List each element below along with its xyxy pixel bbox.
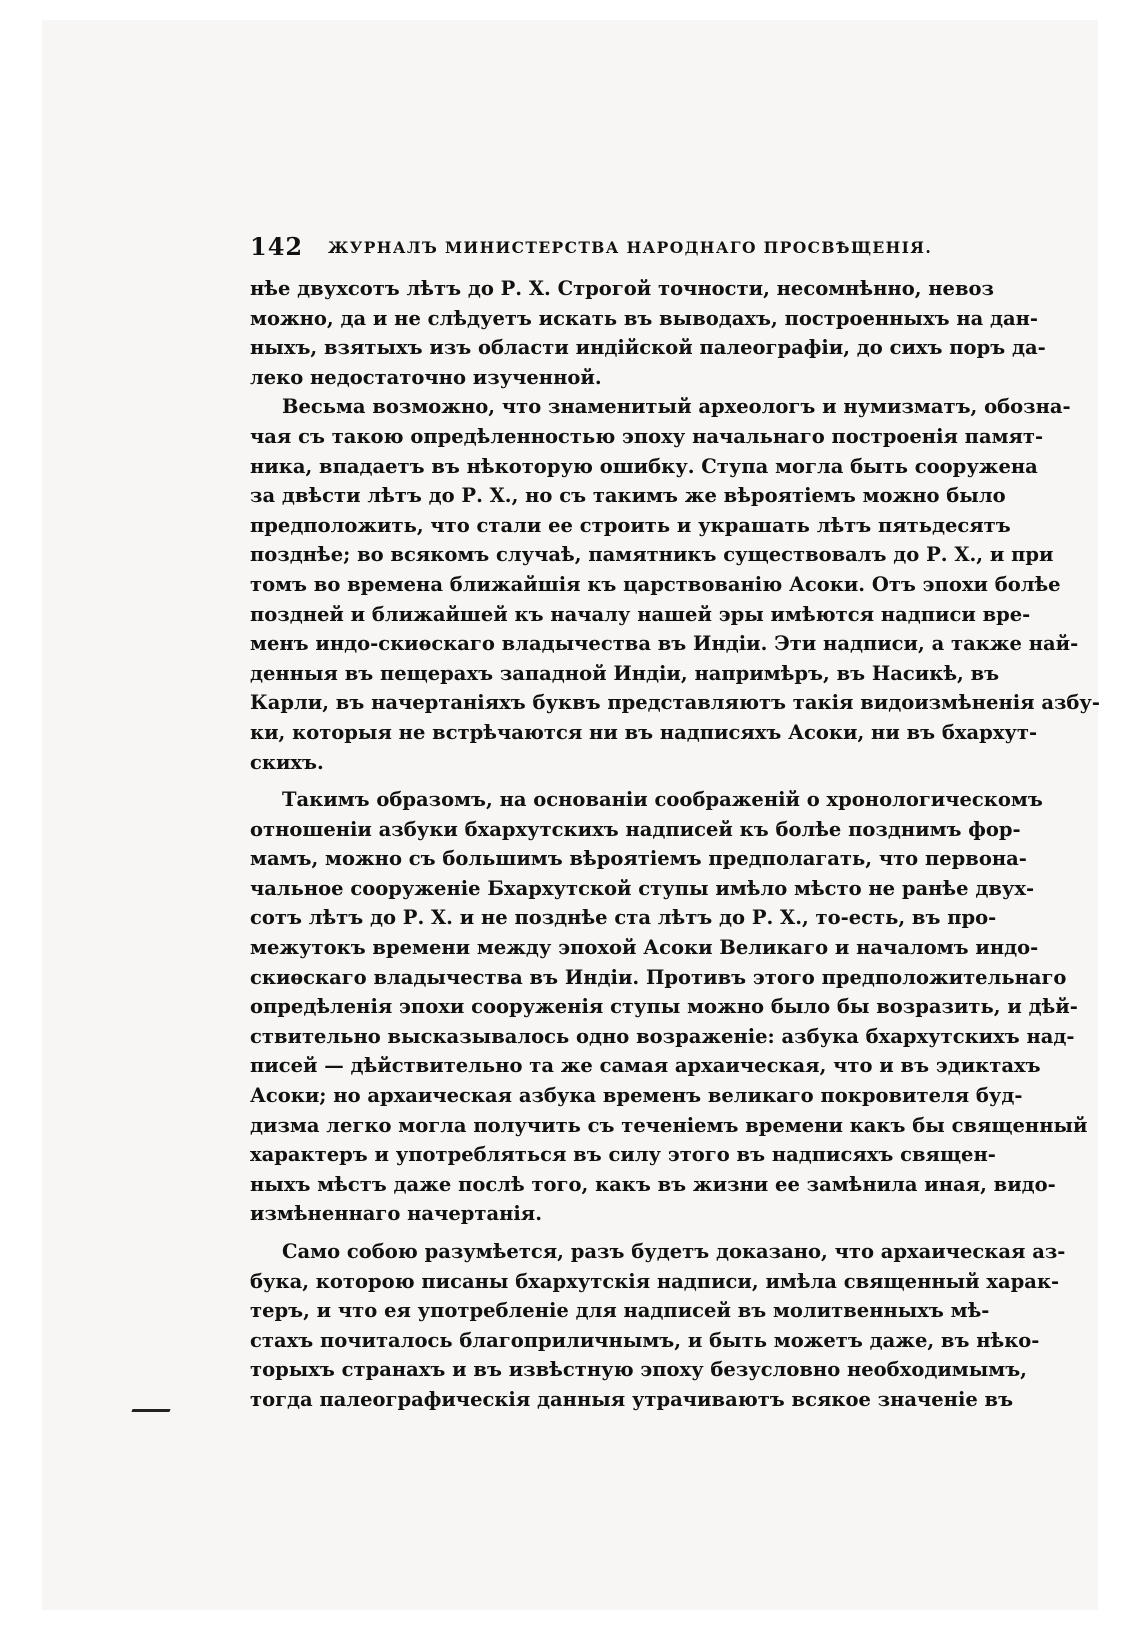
text-line: леко недостаточно изученной. bbox=[250, 365, 602, 389]
text-line: скиѳскаго владычества въ Индіи. Противъ этого предположительнаго bbox=[250, 965, 1067, 989]
text-line: можно, да и не слѣдуетъ искать въ выводахъ, построенныхъ на дан- bbox=[250, 306, 1039, 330]
paragraph-4 bbox=[250, 1237, 1066, 1415]
paragraph-1 bbox=[250, 274, 1046, 392]
text-line: Само собою разумѣется, разъ будетъ доказано, что архаическая аз- bbox=[282, 1240, 1066, 1263]
text-line: нѣе двухсотъ лѣтъ до Р. Х. Строгой точности, несомнѣнно, невоз bbox=[250, 277, 994, 300]
text-line: поздней и ближайшей къ началу нашей эры имѣются надписи вре- bbox=[250, 602, 1031, 626]
text-line: за двѣсти лѣтъ до Р. Х., но съ такимъ же вѣроятіемъ можно было bbox=[250, 484, 1006, 508]
text-line: опредѣленія эпохи сооруженія ступы можно было бы возразить, и дѣй- bbox=[250, 995, 1078, 1019]
text-line: томъ во времена ближайшія къ царствованію Асоки. Отъ эпохи болѣе bbox=[250, 572, 1061, 596]
text-line: теръ, и что ея употребленіе для надписей въ молитвенныхъ мѣ- bbox=[250, 1299, 990, 1323]
text-line: менъ индо-скиѳскаго владычества въ Индіи. Эти надписи, а также най- bbox=[250, 632, 1079, 656]
text-line: дизма легко могла получить съ теченіемъ времени какъ бы священный bbox=[250, 1113, 1088, 1137]
text-line: измѣненнаго начертанія. bbox=[250, 1202, 542, 1226]
margin-mark bbox=[131, 1409, 170, 1412]
text-line: чальное сооруженіе Бхархутской ступы имѣло мѣсто не ранѣе двух- bbox=[250, 876, 1035, 900]
running-head bbox=[250, 232, 970, 264]
text-line: ки, которыя не встрѣчаются ни въ надписяхъ Асоки, ни въ бхархут- bbox=[250, 720, 1038, 744]
journal-title: ЖУРНАЛЪ МИНИСТЕРСТВА НАРОДНАГО ПРОСВѢЩЕНІЯ. bbox=[328, 238, 933, 257]
text-line: отношеніи азбуки бхархутскихъ надписей къ болѣе позднимъ фор- bbox=[250, 817, 1021, 841]
text-line: Весьма возможно, что знаменитый археологъ и нумизматъ, обознa- bbox=[282, 395, 1071, 419]
page-content bbox=[250, 232, 1100, 1415]
text-line: ныхъ, взятыхъ изъ области индійской палеографіи, до сихъ поръ да- bbox=[250, 336, 1046, 360]
text-line: ника, впадаетъ въ нѣкоторую ошибку. Ступа могла быть сооружена bbox=[250, 454, 1038, 478]
text-line: сотъ лѣтъ до Р. Х. и не позднѣе ста лѣтъ до Р. Х., то-есть, въ про- bbox=[250, 906, 997, 930]
text-line: писей — дѣйствительно та же самая архаическая, что и въ эдиктахъ bbox=[250, 1054, 1041, 1078]
text-line: стахъ почиталось благоприличнымъ, и быть можетъ даже, въ нѣко- bbox=[250, 1328, 1040, 1352]
text-line: чая съ такою опредѣленностью эпоху начальнаго построенія памят- bbox=[250, 424, 1044, 448]
text-line: Такимъ образомъ, на основаніи соображеній о хронологическомъ bbox=[282, 788, 1043, 812]
scanned-page bbox=[42, 20, 1098, 1610]
text-line: мамъ, можно съ большимъ вѣроятіемъ предполагать, что первона- bbox=[250, 847, 1027, 871]
text-line: Асоки; но архаическая азбука временъ великаго покровителя буд- bbox=[250, 1084, 1023, 1108]
text-line: торыхъ странахъ и въ извѣстную эпоху безусловно необходимымъ, bbox=[250, 1358, 1027, 1382]
text-line: предположить, что стали ее строить и украшать лѣтъ пятьдесятъ bbox=[250, 513, 1011, 537]
text-line: бука, которою писаны бхархутскія надписи, имѣла священный харак- bbox=[250, 1269, 1060, 1293]
text-line: характеръ и употребляться въ силу этого въ надписяхъ священ- bbox=[250, 1143, 996, 1167]
text-line: межутокъ времени между эпохой Асоки Великаго и началомъ индо- bbox=[250, 936, 1039, 960]
text-line: позднѣе; во всякомъ случаѣ, памятникъ существовалъ до Р. Х., и при bbox=[250, 543, 1054, 567]
paragraph-2 bbox=[250, 392, 1100, 777]
text-line: ствительно высказывалось одно возраженіе: азбука бхархутскихъ над- bbox=[250, 1024, 1075, 1048]
body-text bbox=[250, 274, 1100, 1415]
text-line: Карли, въ начертаніяхъ буквъ представляютъ такія видоизмѣненія азбу- bbox=[250, 691, 1100, 715]
paragraph-3 bbox=[250, 785, 1088, 1229]
text-line: тогда палеографическія данныя утрачиваютъ всякое значеніе въ bbox=[250, 1387, 1014, 1411]
text-line: ныхъ мѣстъ даже послѣ того, какъ въ жизни ее замѣнила иная, видо- bbox=[250, 1172, 1056, 1196]
text-line: скихъ. bbox=[250, 750, 324, 774]
text-line: денныя въ пещерахъ западной Индіи, напримѣръ, въ Насикѣ, въ bbox=[250, 661, 1000, 685]
page-number: 142 bbox=[250, 232, 304, 261]
